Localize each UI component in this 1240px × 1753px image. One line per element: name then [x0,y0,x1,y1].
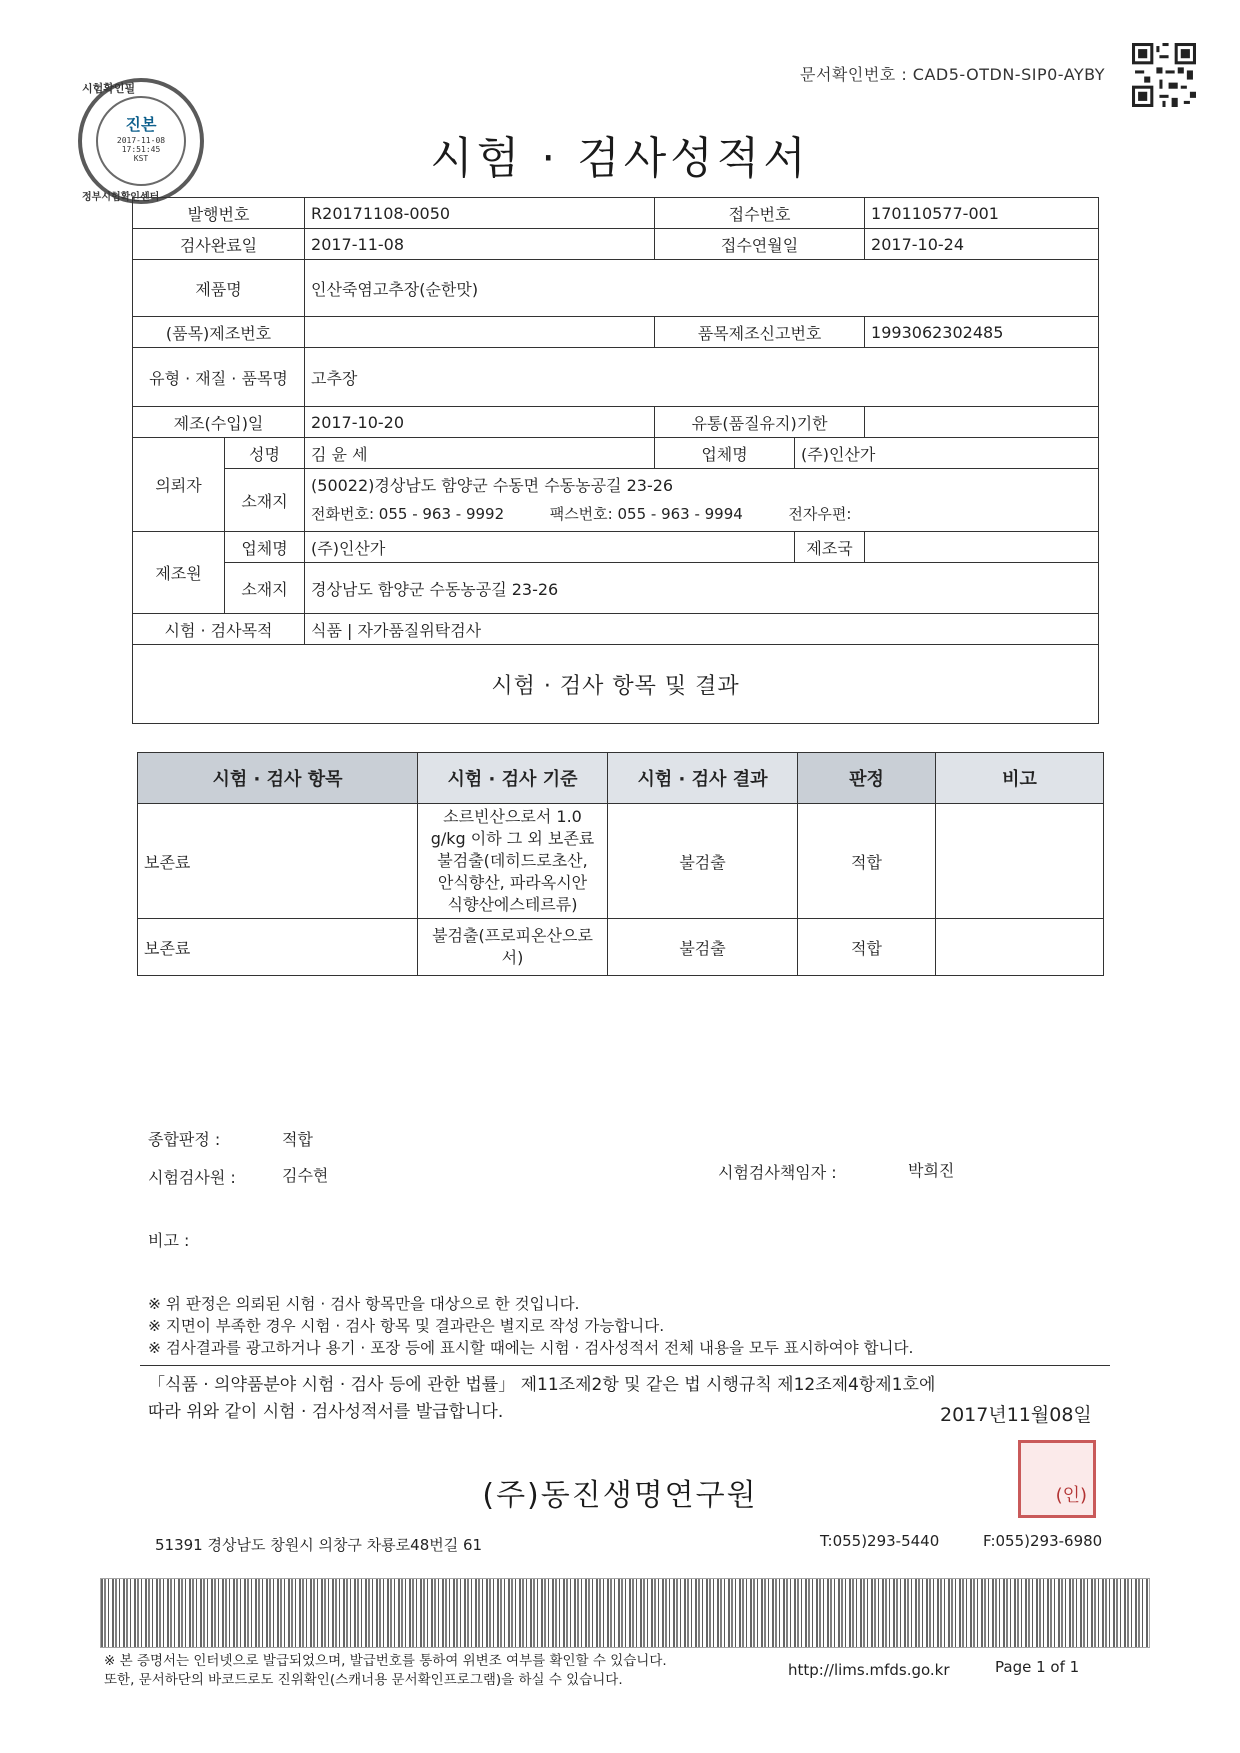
receipt-no-value: 170110577-001 [865,198,1099,229]
issue-date: 2017년11월08일 [940,1404,1092,1426]
client-phone: 전화번호: 055 - 963 - 9992 [311,505,505,523]
document-check-number: 문서확인번호 : CAD5-OTDN-SIP0-AYBY [800,65,1106,84]
product-value: 인산죽염고추장(순한맛) [305,260,1099,317]
org-fax: F:055)293-6980 [983,1532,1103,1550]
law-line: 따라 위와 같이 시험 · 검사성적서를 발급합니다. [148,1402,504,1422]
results-section-title: 시험 · 검사 항목 및 결과 [133,645,1099,724]
client-email: 전자우편: [788,505,852,523]
seal-main-text: 진본 [125,115,157,134]
results-header-item: 시험 · 검사 항목 [138,753,418,804]
overall-label: 종합판정 : [148,1130,221,1149]
qr-code-icon [1132,43,1196,107]
maker-address-label: 소재지 [225,563,305,614]
verification-barcode [100,1578,1150,1648]
seal-top-text: 시험확인필 [82,82,136,95]
standard-line: g/kg 이하 그 외 보존료 [430,829,595,848]
standard-line: 식향산에스테르류) [447,895,578,914]
receipt-date-value: 2017-10-24 [865,229,1099,260]
page-title: 시험 · 검사성적서 [430,133,810,184]
result-item: 보존료 [138,919,418,976]
inspector-value: 김수현 [282,1166,329,1185]
info-table [132,197,1099,724]
results-table [137,752,1104,976]
results-header-note: 비고 [936,753,1104,804]
org-tel: T:055)293-5440 [820,1532,940,1550]
result-verdict: 적합 [798,804,936,919]
divider [140,1365,1110,1366]
issue-no-value: R20171108-0050 [305,198,655,229]
manager-label: 시험검사책임자 : [718,1163,837,1182]
client-address-value: (50022)경상남도 함양군 수동면 수동농공길 23-26 [311,476,674,495]
seal-timezone: KST [133,154,149,163]
result-note [936,804,1104,919]
results-header-verdict: 판정 [798,753,936,804]
seal-date: 2017-11-08 [116,136,166,145]
result-verdict: 적합 [798,919,936,976]
result-standard [418,919,608,976]
completion-date-label: 검사완료일 [133,229,305,260]
purpose-value: 식품 | 자가품질위탁검사 [305,614,1099,645]
standard-line: 불검출(데히드로초산, [437,851,588,870]
note-line: ※ 검사결과를 광고하거나 용기 · 포장 등에 표시할 때에는 시험 · 검사성적서 전체 내용을 모두 표시하여야 합니다. [148,1339,914,1357]
client-name-value: 김 윤 세 [305,438,655,469]
note-line: ※ 지면이 부족한 경우 시험 · 검사 항목 및 결과란은 별지로 작성 가능합니다. [148,1317,665,1335]
maker-address-value: 경상남도 함양군 수동농공길 23-26 [305,563,1099,614]
page-number: Page 1 of 1 [995,1658,1080,1676]
mfg-date-label: 제조(수입)일 [133,407,305,438]
stamp-label: (인) [1055,1485,1087,1506]
client-address-label: 소재지 [225,469,305,532]
maker-company-value: (주)인산가 [305,532,795,563]
client-label: 의뢰자 [133,438,225,532]
result-item: 보존료 [138,804,418,919]
type-label: 유형 · 재질 · 품목명 [133,348,305,407]
report-no-label: 품목제조신고번호 [655,317,865,348]
bottom-note-line: ※ 본 증명서는 인터넷으로 발급되었으며, 발급번호를 통하여 위변조 여부를 확인할 수 있습니다. [104,1653,667,1669]
maker-label: 제조원 [133,532,225,614]
standard-line: 소르빈산으로서 1.0 [443,807,582,826]
maker-company-label: 업체명 [225,532,305,563]
result-note [936,919,1104,976]
bottom-note-line: 또한, 문서하단의 바코드로도 진위확인(스캐너용 문서확인프로그램)을 하실 수 있습니다. [104,1672,623,1688]
report-no-value: 1993062302485 [865,317,1099,348]
issue-no-label: 발행번호 [133,198,305,229]
mfg-date-value: 2017-10-20 [305,407,655,438]
purpose-label: 시험 · 검사목적 [133,614,305,645]
result-value: 불검출 [608,804,798,919]
result-value: 불검출 [608,919,798,976]
verification-url[interactable]: http://lims.mfds.go.kr [788,1661,950,1679]
receipt-no-label: 접수번호 [655,198,865,229]
country-label: 제조국 [795,532,865,563]
client-fax: 팩스번호: 055 - 963 - 9994 [549,505,743,523]
client-company-label: 업체명 [655,438,795,469]
overall-value: 적합 [282,1130,313,1149]
results-header-standard: 시험 · 검사 기준 [418,753,608,804]
organization-name: (주)동진생명연구원 [482,1478,758,1513]
manager-value: 박희진 [908,1161,955,1180]
country-value [865,532,1099,563]
completion-date-value: 2017-11-08 [305,229,655,260]
mfg-no-value [305,317,655,348]
inspector-label: 시험검사원 : [148,1168,236,1187]
seal-bottom-text: 정부시험확인센터 [82,192,160,203]
table-row [138,919,1104,976]
standard-line: 불검출(프로피온산으로 [432,926,593,945]
client-company-value: (주)인산가 [795,438,1099,469]
seal-time: 17:51:45 [121,145,161,154]
mfg-no-label: (품목)제조번호 [133,317,305,348]
remark-label: 비고 : [148,1231,190,1250]
type-value: 고추장 [305,348,1099,407]
client-name-label: 성명 [225,438,305,469]
client-address-cell [305,469,1099,532]
result-standard [418,804,608,919]
org-address: 51391 경상남도 창원시 의창구 차룡로48번길 61 [155,1536,483,1554]
table-row [138,804,1104,919]
standard-line: 서) [501,948,524,967]
product-label: 제품명 [133,260,305,317]
standard-line: 안식향산, 파라옥시안 [437,873,588,892]
receipt-date-label: 접수연월일 [655,229,865,260]
expiry-value [865,407,1099,438]
expiry-label: 유통(품질유지)기한 [655,407,865,438]
results-header-result: 시험 · 검사 결과 [608,753,798,804]
note-line: ※ 위 판정은 의뢰된 시험 · 검사 항목만을 대상으로 한 것입니다. [148,1295,580,1313]
law-line: 「식품 · 의약품분야 시험 · 검사 등에 관한 법률」 제11조제2항 및 같은 법 시행규칙 제12조제4항제1호에 [148,1375,936,1395]
